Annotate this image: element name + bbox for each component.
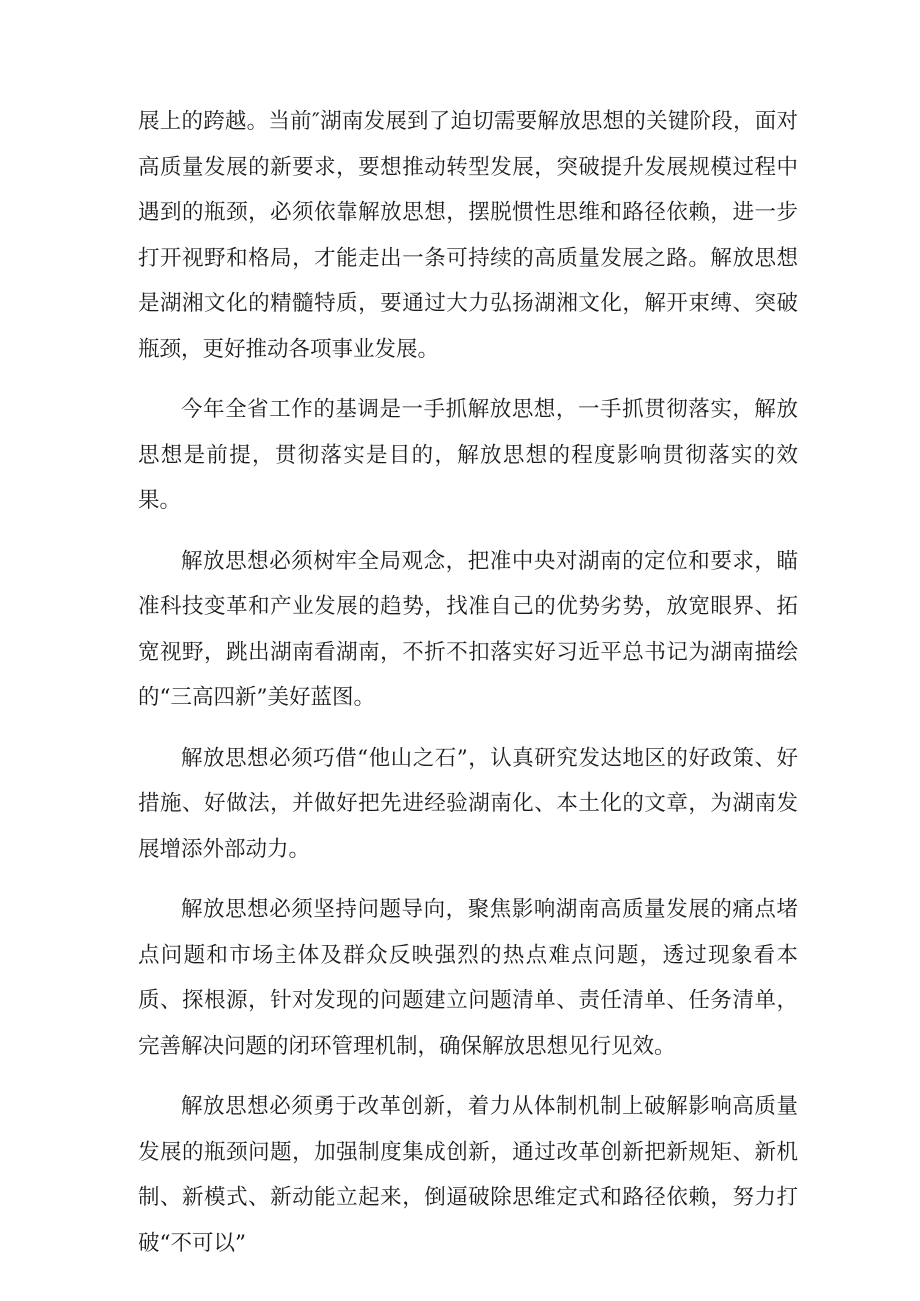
paragraph-learn-from-others: 解放思想必须巧借“他山之石”，认真研究发达地区的好政策、好措施、好做法，并做好把先进经验湖南化、本土化的文章，为湖南发展增添外部动力。 [138,745,798,862]
paragraph-reform-innovation: 解放思想必须勇于改革创新，着力从体制机制上破解影响高质量发展的瓶颈问题，加强制度集成创新，通过改革创新把新规矩、新机制、新模式、新动能立起来，倒逼破除思维定式和路径依赖，努力打破“不可以” [138,1094,798,1256]
document-body [138,99,798,1281]
paragraph-continuation: 展上的跨越。当前″湖南发展到了迫切需要解放思想的关键阶段，面对高质量发展的新要求，要想推动转型发展，突破提升发展规模过程中遇到的瓶颈，必须依靠解放思想，摆脱惯性思维和路径依赖，进一步打开视野和格局，才能走出一条可持续的高质量发展之路。解放思想是湖湘文化的精髓特质，要通过大力弘扬湖湘文化，解开束缚、突破瓶颈，更好推动各项事业发展。 [138,109,798,362]
paragraph-problem-orientation: 解放思想必须坚持问题导向，聚焦影响湖南高质量发展的痛点堵点问题和市场主体及群众反映强烈的热点难点问题，透过现象看本质、探根源，针对发现的问题建立问题清单、责任清单、任务清单，完善解决问题的闭环管理机制，确保解放思想见行见效。 [138,897,798,1059]
paragraph-overall-view: 解放思想必须树牢全局观念，把准中央对湖南的定位和要求，瞄准科技变革和产业发展的趋势，找准自己的优势劣势，放宽眼界、拓宽视野，跳出湖南看湖南，不折不扣落实好习近平总书记为湖南描绘的“三高四新”美好蓝图。 [138,548,798,710]
paragraph-work-keynote: 今年全省工作的基调是一手抓解放思想，一手抓贯彻落实，解放思想是前提，贯彻落实是目的，解放思想的程度影响贯彻落实的效果。 [138,397,798,513]
